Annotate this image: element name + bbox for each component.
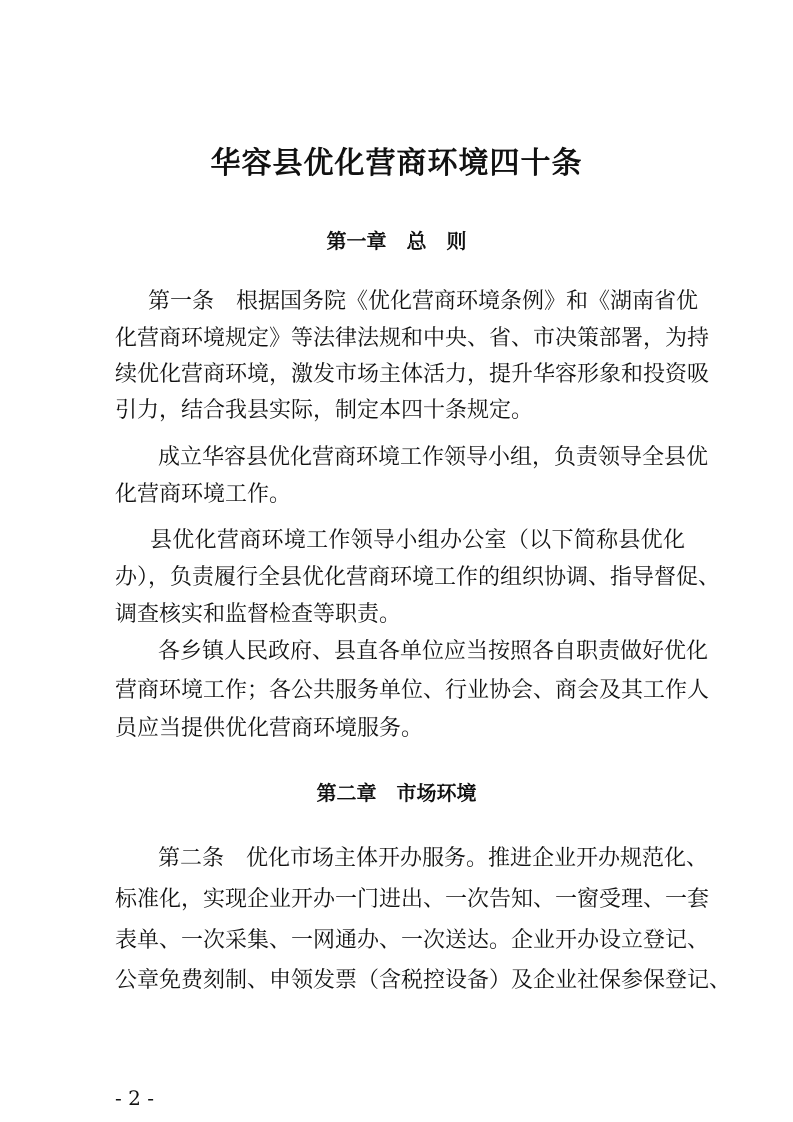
text-line: 营商环境工作；各公共服务单位、行业协会、商会及其工作人 — [115, 678, 710, 703]
text-line: 县优化营商环境工作领导小组办公室（以下简称县优化 — [150, 528, 685, 553]
text-line: 化营商环境工作。 — [115, 482, 292, 507]
document-title: 华容县优化营商环境四十条 — [210, 146, 583, 181]
text-line: 标准化，实现企业开办一门进出、一次告知、一窗受理、一套 — [115, 887, 710, 912]
text-line: 调查核实和监督检查等职责。 — [115, 602, 402, 627]
page-number: - 2 - — [115, 1086, 154, 1110]
text-line: 引力，结合我县实际，制定本四十条规定。 — [115, 398, 534, 423]
text-line: 第二条 优化市场主体开办服务。推进企业开办规范化、 — [158, 846, 709, 871]
text-line: 各乡镇人民政府、县直各单位应当按照各自职责做好优化 — [158, 639, 709, 664]
text-line: 表单、一次采集、一网通办、一次送达。企业开办设立登记、 — [115, 928, 710, 953]
text-line: 公章免费刻制、申领发票（含税控设备）及企业社保参保登记、 — [115, 968, 732, 993]
text-line: 办），负责履行全县优化营商环境工作的组织协调、指导督促、 — [115, 565, 721, 590]
chapter-heading: 第二章 市场环境 — [316, 781, 477, 805]
text-line: 成立华容县优化营商环境工作领导小组，负责领导全县优 — [158, 445, 709, 470]
text-line: 续优化营商环境，激发市场主体活力，提升华容形象和投资吸 — [115, 362, 710, 387]
text-line: 第一条 根据国务院《优化营商环境条例》和《湖南省优 — [148, 289, 699, 314]
text-line: 化营商环境规定》等法律法规和中央、省、市决策部署，为持 — [115, 326, 710, 351]
chapter-heading: 第一章 总 则 — [326, 229, 467, 253]
text-line: 员应当提供优化营商环境服务。 — [115, 716, 424, 741]
